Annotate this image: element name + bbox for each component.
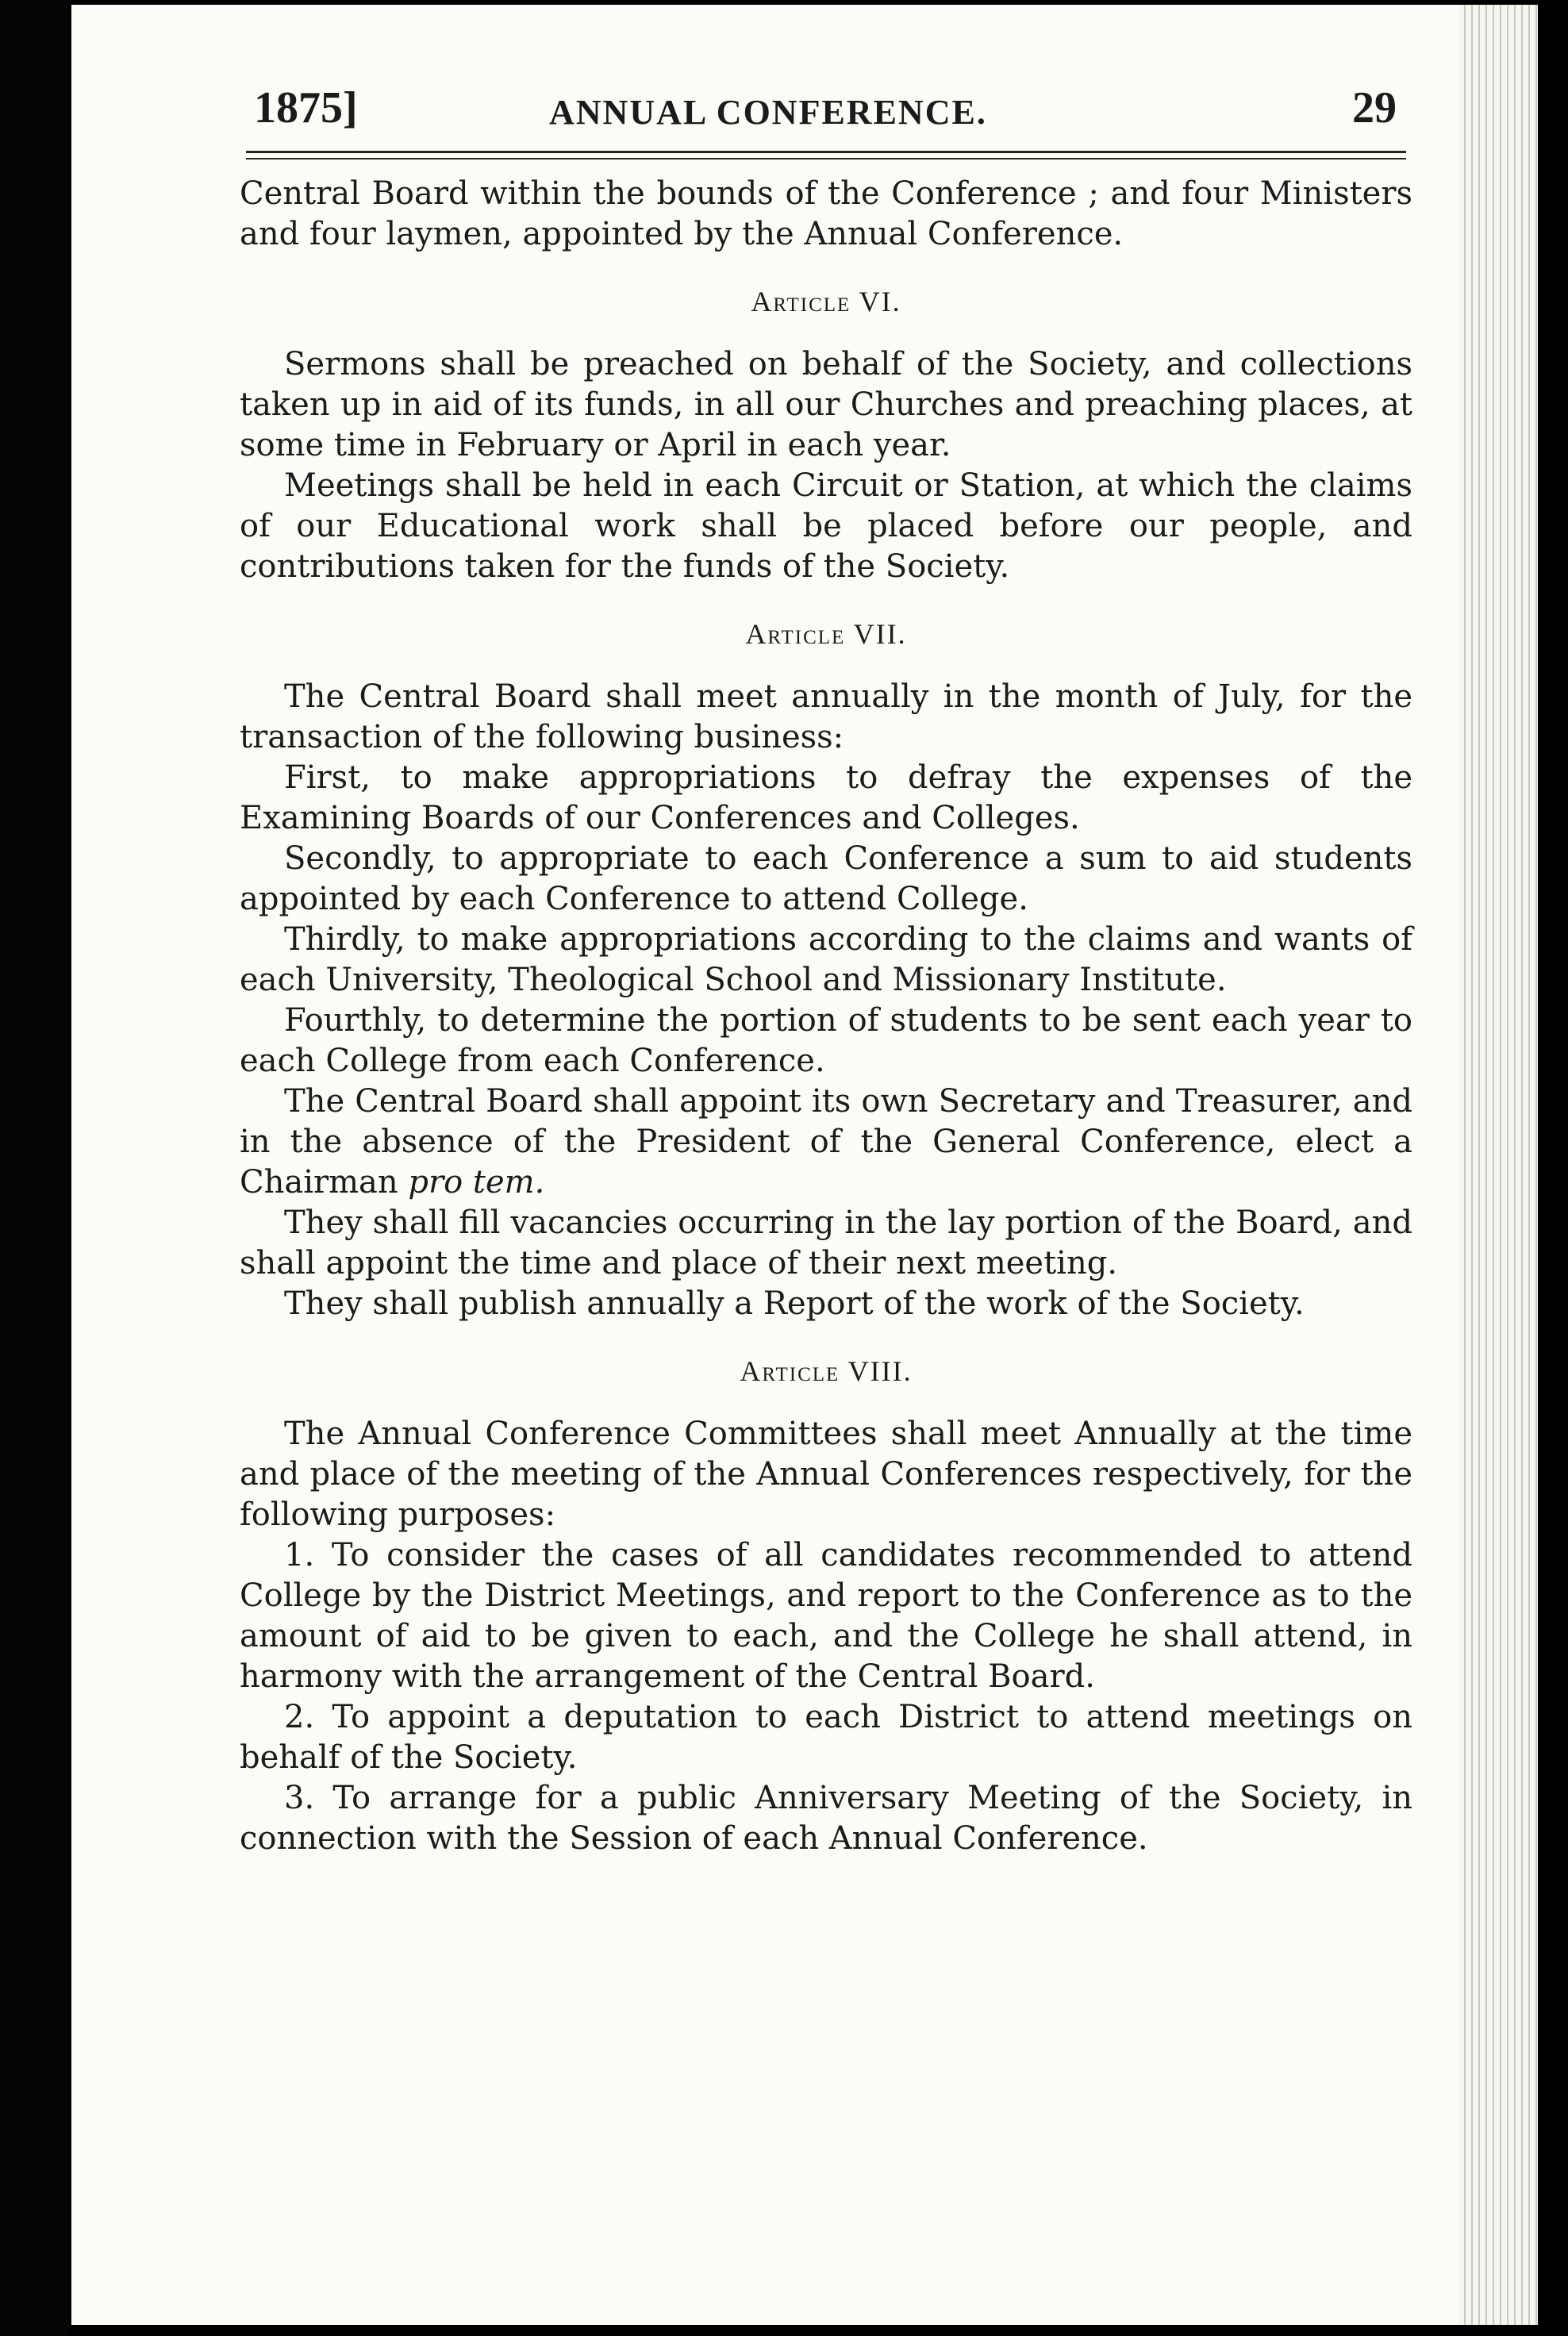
article-8-item-3: 3. To arrange for a public Anniversary Meeting of the Society, in connection with the Session of each Annual Conference. <box>240 1780 1412 1857</box>
page-number: 29 <box>1352 83 1397 133</box>
running-header <box>240 79 1412 143</box>
article-8-paragraph-1: The Annual Conference Committees shall meet Annually at the time and place of the meeting of the Annual Conferences respectively, for the following purposes: <box>240 1416 1412 1533</box>
article-8-item-2: 2. To appoint a deputation to each District to attend meetings on behalf of the Society. <box>240 1699 1412 1776</box>
page-stack-edges <box>1458 5 1538 2325</box>
header-rule <box>246 151 1406 153</box>
scan-border <box>1538 0 1568 2336</box>
page-content <box>240 79 1412 1859</box>
header-year: 1875] <box>254 83 358 133</box>
article-7-paragraph-8: They shall publish annually a Report of the work of the Society. <box>284 1285 1305 1322</box>
article-7-paragraph-3: Secondly, to appropriate to each Conference a sum to aid students appointed by each Conference to attend College. <box>240 840 1412 917</box>
header-rule-thin <box>246 158 1406 159</box>
continued-paragraph: Central Board within the bounds of the Conference ; and four Ministers and four laymen, appointed by the Annual Conference. <box>240 175 1412 252</box>
article-8-item-1: 1. To consider the cases of all candidates recommended to attend College by the District Meetings, and report to the Conference as to the amount of aid to be given to each, and the College he shall attend, in harmony with the arrangement of the Central Board. <box>240 1537 1412 1695</box>
article-6-paragraph-1: Sermons shall be preached on behalf of the Society, and collections taken up in aid of its funds, in all our Churches and preaching places, at some time in February or April in each year. <box>240 346 1412 463</box>
article-6-paragraph-2: Meetings shall be held in each Circuit or Station, at which the claims of our Educational work shall be placed before our people, and contributions taken for the funds of the Society. <box>240 467 1412 585</box>
article-8-heading: Article VIII. <box>740 1355 913 1387</box>
article-7-paragraph-6-text: The Central Board shall appoint its own Secretary and Treasurer, and in the absence of the President of the General Conference, elect a Chairman <box>240 1083 1412 1201</box>
article-7-heading: Article VII. <box>745 618 907 650</box>
article-7-paragraph-2: First, to make appropriations to defray the expenses of the Examining Boards of our Conferences and Colleges. <box>240 759 1412 836</box>
article-7-paragraph-7: They shall fill vacancies occurring in the lay portion of the Board, and shall appoint the time and place of their next meeting. <box>240 1204 1412 1281</box>
pro-tem-italic: pro tem. <box>408 1164 545 1201</box>
page-body <box>240 174 1412 1859</box>
article-7-paragraph-1: The Central Board shall meet annually in the month of July, for the transaction of the following business: <box>240 678 1412 755</box>
article-6-heading: Article VI. <box>751 286 901 317</box>
article-7-paragraph-6 <box>240 1082 1412 1203</box>
facing-page-edge <box>0 0 68 2336</box>
header-title: ANNUAL CONFERENCE. <box>549 93 987 132</box>
article-7-paragraph-4: Thirdly, to make appropriations according to the claims and wants of each University, Theological School and Missionary Institute. <box>240 921 1412 998</box>
article-7-paragraph-5: Fourthly, to determine the portion of students to be sent each year to each College from each Conference. <box>240 1002 1412 1079</box>
